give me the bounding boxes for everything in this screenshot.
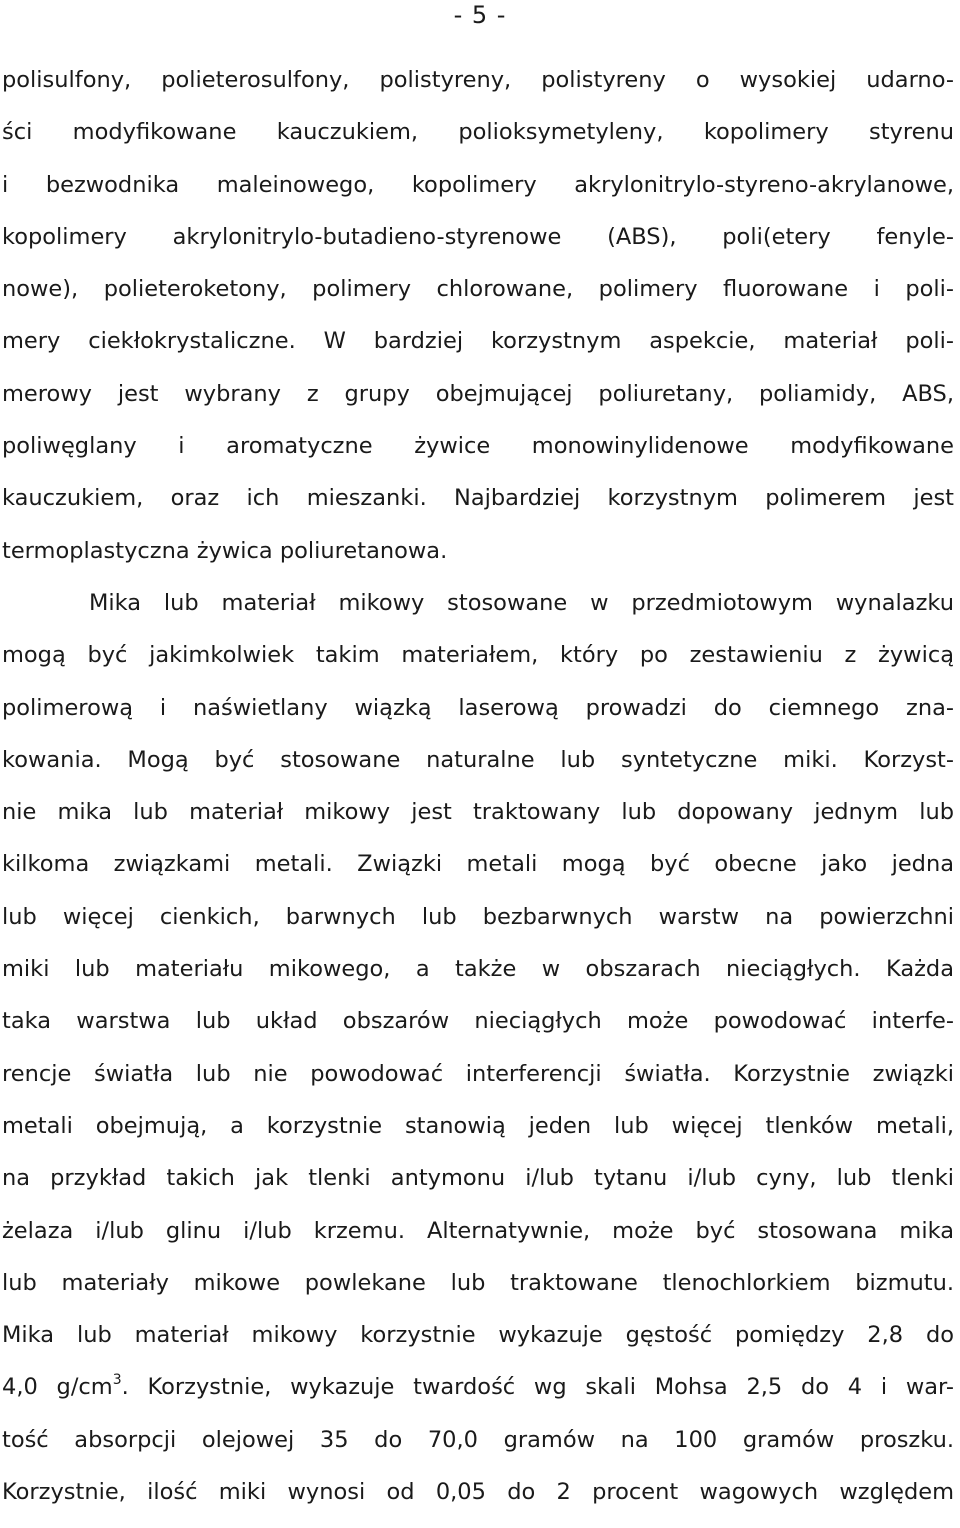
document-body xyxy=(2,54,954,1518)
text-line: kowania. Mogą być stosowane naturalne lub syntetyczne miki. Korzyst- xyxy=(2,746,954,773)
text-line: rencje światła lub nie powodować interferencji światła. Korzystnie związki xyxy=(2,1060,954,1087)
text-line: żelaza i/lub glinu i/lub krzemu. Alternatywnie, może być stosowana mika xyxy=(2,1217,954,1244)
text-line: tość absorpcji olejowej 35 do 70,0 gramów na 100 gramów proszku. xyxy=(2,1426,954,1453)
text-line: merowy jest wybrany z grupy obejmującej poliuretany, poliamidy, ABS, xyxy=(2,380,954,407)
text-line: i bezwodnika maleinowego, kopolimery akrylonitrylo-styreno-akrylanowe, xyxy=(2,171,954,198)
text-line: ści modyfikowane kauczukiem, polioksymetyleny, kopolimery styrenu xyxy=(2,119,954,146)
text-line: Korzystnie, ilość miki wynosi od 0,05 do 2 procent wagowych względem xyxy=(2,1479,954,1506)
text-line: kauczukiem, oraz ich mieszanki. Najbardziej korzystnym polimerem jest xyxy=(2,485,954,512)
text-line: metali obejmują, a korzystnie stanowią jeden lub więcej tlenków metali, xyxy=(2,1112,954,1139)
text-line: polisulfony, polieterosulfony, polistyreny, polistyreny o wysokiej udarno- xyxy=(2,67,954,93)
text-line: nie mika lub materiał mikowy jest traktowany lub dopowany jednym lub xyxy=(2,799,954,826)
superscript-exponent: 3 xyxy=(112,1372,122,1389)
text-line: taka warstwa lub układ obszarów nieciągłych może powodować interfe- xyxy=(2,1008,954,1035)
text-line: lub materiały mikowe powlekane lub traktowane tlenochlorkiem bizmutu. xyxy=(2,1269,954,1296)
text-line: mery ciekłokrystaliczne. W bardziej korzystnym aspekcie, materiał poli- xyxy=(2,328,954,355)
text-line: polimerową i naświetlany wiązką laserową prowadzi do ciemnego zna- xyxy=(2,694,954,721)
text-line: nowe), polieteroketony, polimery chlorowane, polimery fluorowane i poli- xyxy=(2,276,954,303)
line-text-start: 4,0 g/cm xyxy=(2,1374,113,1401)
text-line: Mika lub materiał mikowy korzystnie wykazuje gęstość pomiędzy 2,8 do xyxy=(2,1322,954,1349)
paragraph-end-line: termoplastyczna żywica poliuretanowa. xyxy=(2,537,448,564)
text-line: kilkoma związkami metali. Związki metali mogą być obecne jako jedna xyxy=(2,851,954,878)
text-line: poliwęglany i aromatyczne żywice monowinylidenowe modyfikowane xyxy=(2,433,954,460)
text-line: mogą być jakimkolwiek takim materiałem, który po zestawieniu z żywicą xyxy=(2,642,954,669)
paragraph-first-line: Mika lub materiał mikowy stosowane w przedmiotowym wynalazku xyxy=(89,589,954,616)
text-line: miki lub materiału mikowego, a także w obszarach nieciągłych. Każda xyxy=(2,956,954,983)
text-line: lub więcej cienkich, barwnych lub bezbarwnych warstw na powierzchni xyxy=(2,903,954,930)
text-line: kopolimery akrylonitrylo-butadieno-styrenowe (ABS), poli(etery fenyle- xyxy=(2,223,954,250)
text-line-with-superscript xyxy=(2,1361,954,1413)
text-line: na przykład takich jak tlenki antymonu i/lub tytanu i/lub cyny, lub tlenki xyxy=(2,1165,954,1192)
line-text-end: . Korzystnie, wykazuje twardość wg skali Mohsa 2,5 do 4 i war- xyxy=(121,1374,954,1401)
page-number: - 5 - xyxy=(453,1,507,29)
